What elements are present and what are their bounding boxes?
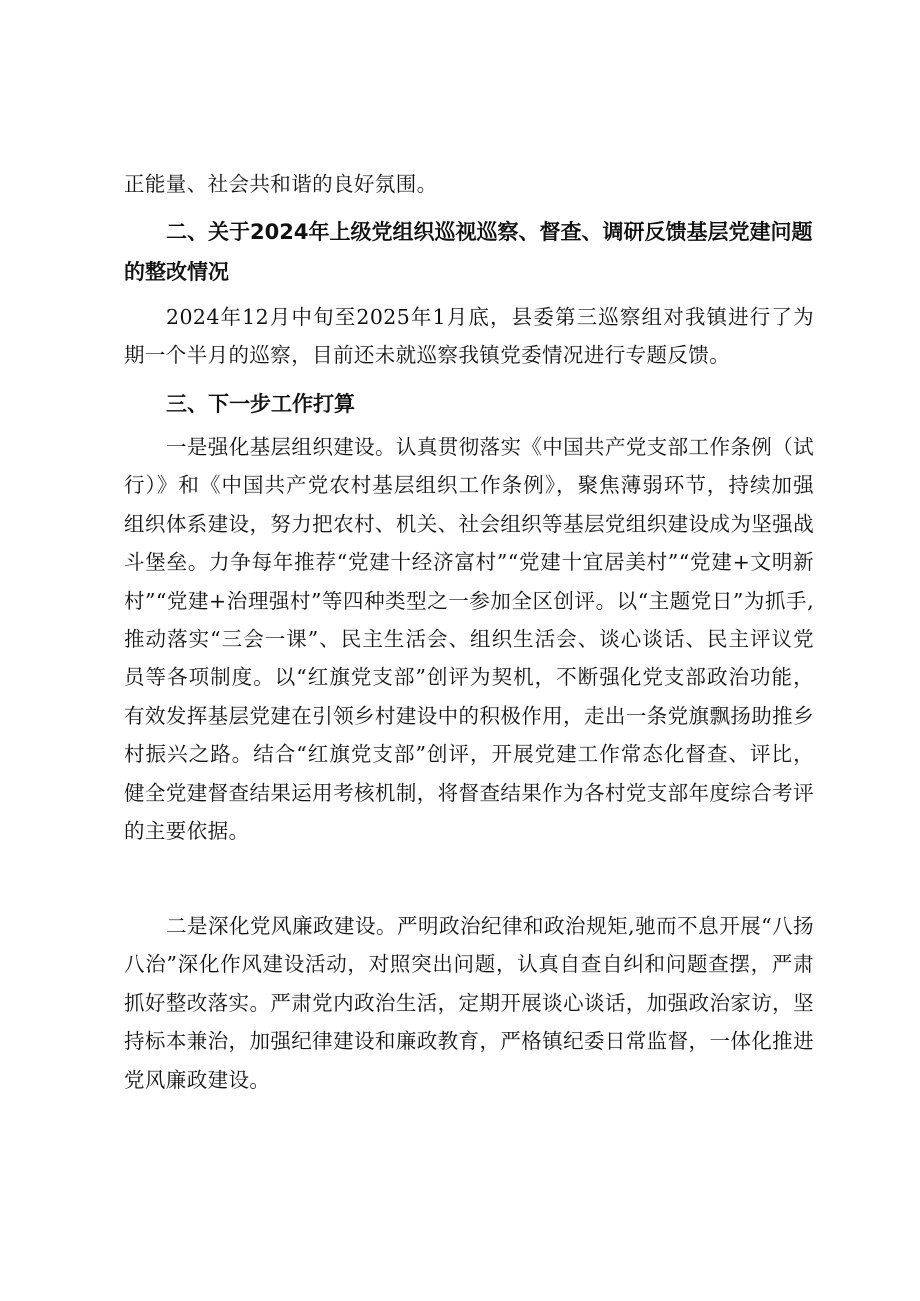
section-2-body: 2024年12月中旬至2025年1月底，县委第三巡察组对我镇进行了为期一个半月的巡察，目前还未就巡察我镇党委情况进行专题反馈。 bbox=[124, 305, 814, 368]
section-3-heading: 三、下一步工作打算 bbox=[166, 392, 355, 416]
continuation-paragraph: 正能量、社会共和谐的良好氛围。 bbox=[124, 172, 438, 196]
section-2-heading: 二、关于2024年上级党组织巡视巡察、督查、调研反馈基层党建问题的整改情况 bbox=[124, 220, 813, 284]
section-3-paragraph-1: 一是强化基层组织建设。认真贯彻落实《中国共产党支部工作条例（试行）》和《中国共产党农村基层组织工作条例》，聚焦薄弱环节，持续加强组织体系建设，努力把农村、机关、社会组织等基层党组织建设成为坚强战斗堡垒。力争每年推荐“党建十经济富村”“党建十宜居美村”“党建+文明新村”“党建+治理强村”等四种类型之一参加全区创评。以“主题党日”为抓手,推动落实“三会一课”、民主生活会、组织生活会、谈心谈话、民主评议党员等各项制度。以“红旗党支部”创评为契机，不断强化党支部政治功能，有效发挥基层党建在引领乡村建设中的积极作用，走出一条党旗飘扬助推乡村振兴之路。结合“红旗党支部”创评，开展党建工作常态化督查、评比，健全党建督查结果运用考核机制，将督查结果作为各村党支部年度综合考评的主要依据。 bbox=[124, 435, 814, 844]
section-3-paragraph-2: 二是深化党风廉政建设。严明政治纪律和政治规矩,驰而不息开展“八扬八治”深化作风建设活动，对照突出问题，认真自查自纠和问题查摆，严肃抓好整改落实。严肃党内政治生活，定期开展谈心谈话，加强政治家访，坚持标本兼治，加强纪律建设和廉政教育，严格镇纪委日常监督，一体化推进党风廉政建设。 bbox=[124, 914, 814, 1092]
